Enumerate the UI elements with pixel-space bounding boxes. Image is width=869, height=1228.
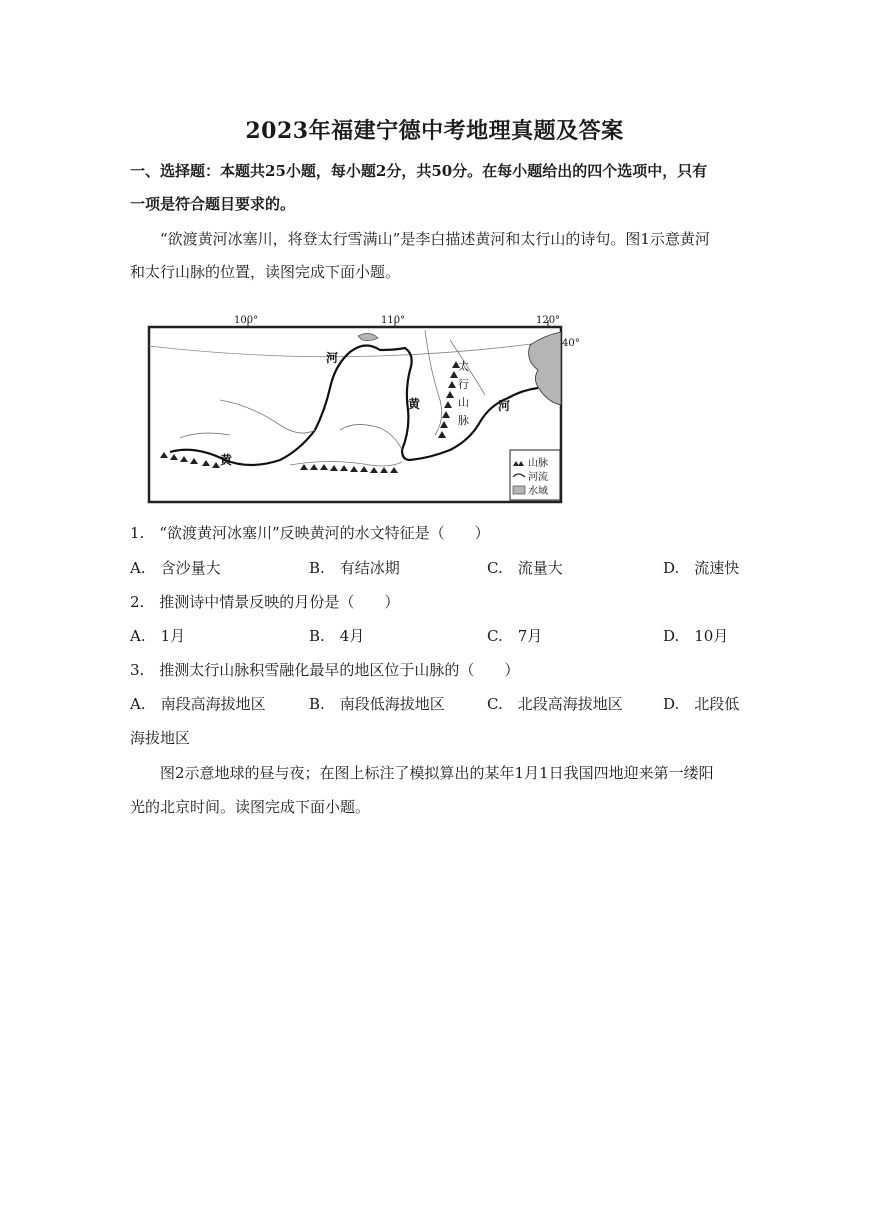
- map-frame: [149, 327, 561, 502]
- yellow-river-taihang-map: [140, 310, 580, 510]
- mountain-char-4: 脉: [458, 414, 469, 427]
- question-2-stem: 2. 推测诗中情景反映的月份是（ ）: [130, 593, 400, 611]
- question-3-stem: 3. 推测太行山脉积雪融化最早的地区位于山脉的（ ）: [130, 661, 520, 679]
- mountain-char-2: 行: [458, 378, 469, 391]
- legend-river-label: 河流: [528, 472, 548, 483]
- legend-mountain-label: 山脉: [528, 458, 548, 469]
- q1-option-d: D. 流速快: [663, 559, 740, 577]
- mountain-char-1: 太: [458, 360, 469, 373]
- q2-option-a: A. 1月: [130, 627, 186, 645]
- q3-option-c: C. 北段高海拔地区: [487, 695, 623, 713]
- q1-option-c: C. 流量大: [487, 559, 563, 577]
- intro-2-line-2: 光的北京时间。读图完成下面小题。: [130, 798, 371, 816]
- legend-water-label: 水域: [528, 486, 548, 497]
- section-heading-line-2: 一项是符合题目要求的。: [130, 195, 296, 213]
- lon-label-110: 110°: [381, 315, 406, 326]
- intro-2-line-1: 图2示意地球的昼与夜；在图上标注了模拟算出的某年1月1日我国四地迎来第一缕阳: [160, 764, 714, 782]
- q3-option-d-wrap: 海拔地区: [130, 729, 191, 747]
- page-title: 2023年福建宁德中考地理真题及答案: [245, 118, 624, 144]
- section-heading-line-1: 一、选择题：本题共25小题，每小题2分，共50分。在每小题给出的四个选项中，只有: [130, 162, 708, 180]
- q2-option-d: D. 10月: [663, 627, 729, 645]
- intro-1-line-2: 和太行山脉的位置，读图完成下面小题。: [130, 263, 401, 281]
- lat-label-40: 40°: [562, 338, 580, 349]
- lon-label-120: 120°: [536, 315, 561, 326]
- question-1-stem: 1. “欲渡黄河冰塞川”反映黄河的水文特征是（ ）: [130, 524, 490, 542]
- river-char-3: 河: [498, 399, 511, 413]
- q2-option-b: B. 4月: [309, 627, 365, 645]
- legend-water-icon: [513, 486, 525, 494]
- mountain-char-3: 山: [458, 396, 469, 409]
- intro-1-line-1: “欲渡黄河冰塞川，将登太行雪满山”是李白描述黄河和太行山的诗句。图1示意黄河: [160, 230, 710, 248]
- q1-option-b: B. 有结冰期: [309, 559, 400, 577]
- q1-option-a: A. 含沙量大: [130, 559, 221, 577]
- q3-option-d: D. 北段低: [663, 695, 740, 713]
- q3-option-b: B. 南段低海拔地区: [309, 695, 445, 713]
- river-char-2: 黄: [408, 397, 421, 411]
- q3-option-a: A. 南段高海拔地区: [130, 695, 266, 713]
- river-char-4: 黄: [220, 453, 233, 467]
- lon-label-100: 100°: [234, 315, 259, 326]
- q2-option-c: C. 7月: [487, 627, 543, 645]
- river-char-1: 河: [326, 351, 339, 365]
